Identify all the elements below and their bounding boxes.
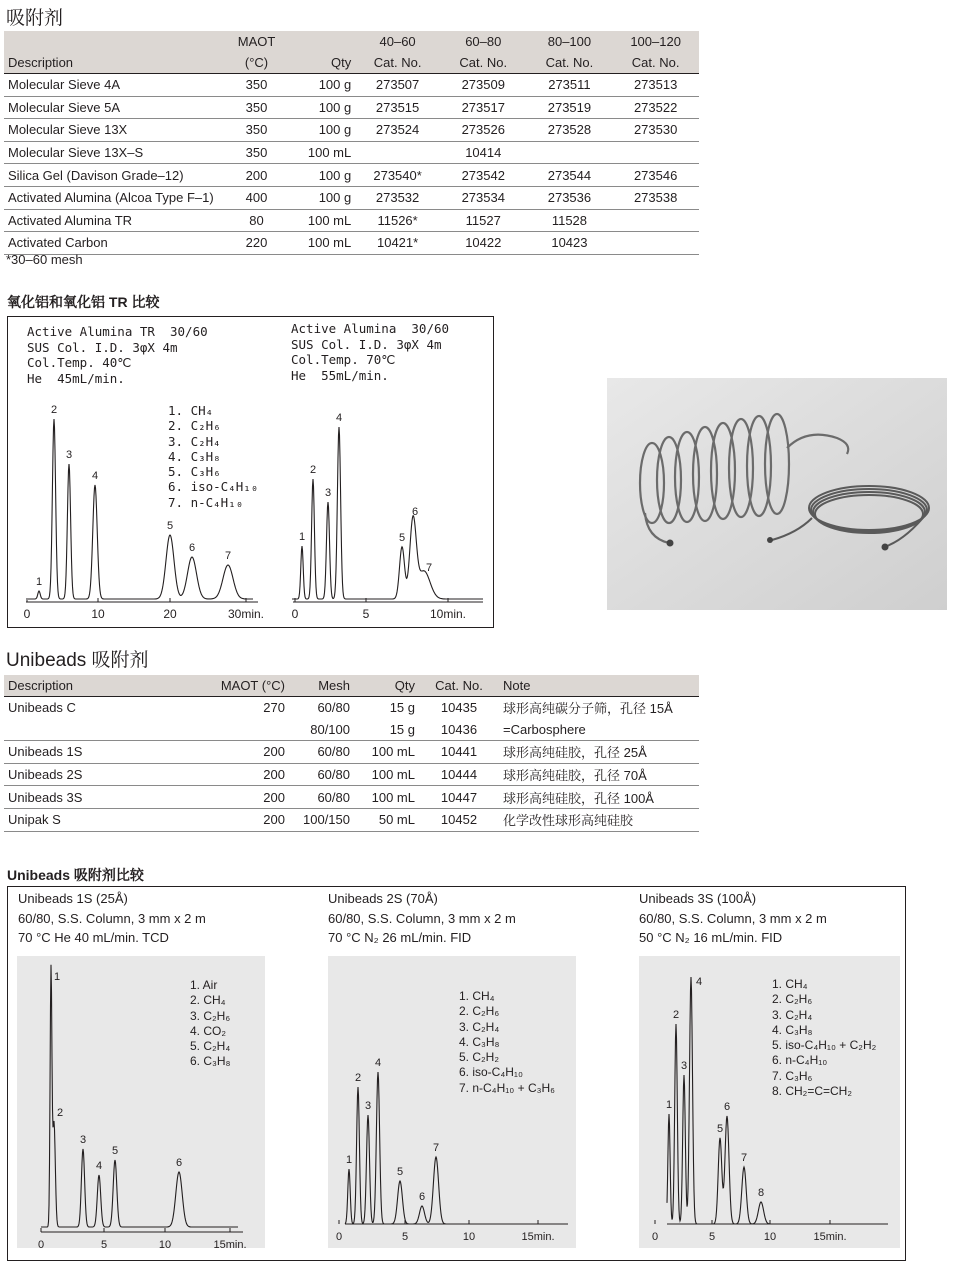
table-cell: 273538 [612, 186, 699, 209]
tick-label: 10 [763, 1231, 777, 1243]
panel-3-legend: 1. CH₄ 2. C₂H₆ 3. C₂H₄ 4. C₃H₈ 5. iso-C₄H₁₀ + C₂H₂ 6. n-C₄H₁₀ 7. C₃H₆ 8. CH₂=C=CH₂ [772, 977, 877, 1099]
table-cell: 273522 [612, 96, 699, 119]
unibeads-table [4, 675, 699, 832]
table-cell: 10444 [419, 763, 499, 786]
column-header: MAOT [218, 31, 296, 52]
table-row [4, 74, 699, 97]
table-cell [612, 209, 699, 232]
column-header: Cat. No. [612, 52, 699, 74]
table-cell: 273509 [440, 74, 527, 97]
column-header: Cat. No. [440, 52, 527, 74]
column-header: Cat. No. [527, 52, 613, 74]
column-header: Description [4, 52, 218, 74]
peak-label: 2 [672, 1009, 680, 1021]
column-header: 60–80 [440, 31, 527, 52]
peak-label: 4 [95, 1160, 103, 1172]
table-cell: 50 mL [354, 808, 419, 831]
table-cell: 100 mL [354, 763, 419, 786]
tick-label: 5 [362, 607, 370, 621]
table-cell: 球形高纯硅胶，孔径 25Å [499, 741, 699, 764]
panel-3-conditions: Unibeads 3S (100Å) 60/80, S.S. Column, 3 mm x 2 m 50 °C N₂ 16 mL/min. FID [639, 891, 827, 945]
peak-label: 8 [757, 1187, 765, 1199]
table-cell: 10447 [419, 786, 499, 809]
table-cell: Molecular Sieve 13X [4, 119, 218, 142]
tick-label: 10 [158, 1239, 172, 1251]
peak-label: 3 [79, 1134, 87, 1146]
table-cell: Silica Gel (Davison Grade–12) [4, 164, 218, 187]
table-cell: 10422 [440, 232, 527, 255]
adsorbents-table [4, 31, 699, 255]
table-cell: =Carbosphere [499, 719, 699, 741]
column-header: Description [4, 675, 174, 697]
peak-label: 1 [53, 971, 61, 983]
table-header-row [4, 31, 699, 52]
table-row [4, 186, 699, 209]
peak-label: 4 [374, 1057, 382, 1069]
table-cell: 100 g [295, 119, 355, 142]
table-cell: 273515 [355, 96, 440, 119]
table-cell: 10452 [419, 808, 499, 831]
table-cell: 273524 [355, 119, 440, 142]
peak-label: 7 [432, 1142, 440, 1154]
table-cell: 10423 [527, 232, 613, 255]
peak-label: 1 [298, 531, 306, 543]
column-header: Note [499, 675, 699, 697]
table-cell: 球形高纯硅胶，孔径 70Å [499, 763, 699, 786]
tick-label: 15min. [813, 1231, 847, 1243]
table-row [4, 164, 699, 187]
table-cell: 273513 [612, 74, 699, 97]
table-cell: 100 g [295, 186, 355, 209]
table-cell: 10436 [419, 719, 499, 741]
tick-label: 5 [401, 1231, 409, 1243]
unibeads-compare-title: Unibeads 吸附剂比较 [7, 867, 144, 883]
peak-label: 1 [345, 1154, 353, 1166]
table-cell: 60/80 [289, 741, 354, 764]
chromatogram-trace [345, 1072, 568, 1224]
table-cell [355, 141, 440, 164]
table-cell: 350 [218, 74, 296, 97]
chromatogram-trace [292, 427, 483, 599]
table-cell: 350 [218, 96, 296, 119]
chromatogram-trace [41, 965, 238, 1227]
table-cell: Activated Carbon [4, 232, 218, 255]
alumina-compare-title: 氧化铝和氧化铝 TR 比较 [7, 294, 160, 310]
tick-label: 5 [708, 1231, 716, 1243]
alumina-chromatograms [8, 317, 493, 627]
column-header: Cat. No. [419, 675, 499, 697]
table-cell: 273534 [440, 186, 527, 209]
table-cell: 273519 [527, 96, 613, 119]
table-cell [4, 719, 174, 741]
tick-label: 5 [100, 1239, 108, 1251]
peak-label: 6 [723, 1101, 731, 1113]
chromatogram-trace [667, 977, 888, 1224]
table-cell: 10414 [440, 141, 527, 164]
table-cell: 200 [218, 164, 296, 187]
table-cell: 273544 [527, 164, 613, 187]
column-coil-photo [607, 378, 947, 610]
table-cell: 15 g [354, 719, 419, 741]
tick-label: 10 [462, 1231, 476, 1243]
table-cell: 273511 [527, 74, 613, 97]
table-cell: 11528 [527, 209, 613, 232]
table-cell: 11526* [355, 209, 440, 232]
peak-label: 4 [335, 412, 343, 424]
table-cell: 球形高纯碳分子筛，孔径 15Å [503, 701, 673, 717]
table-cell: 273526 [440, 119, 527, 142]
table-cell: 273536 [527, 186, 613, 209]
table-cell: 100 g [295, 74, 355, 97]
column-header [4, 31, 218, 52]
table-cell: 273542 [440, 164, 527, 187]
tick-label: 10min. [429, 607, 467, 621]
table-cell: Molecular Sieve 13X–S [4, 141, 218, 164]
table-cell: 80/100 [289, 719, 354, 741]
table-cell: 200 [174, 786, 289, 809]
table-row [4, 741, 699, 764]
table-cell: 化学改性球形高纯硅胶 [499, 808, 699, 831]
compound-legend: 1. CH₄ 2. C₂H₆ 3. C₂H₄ 4. C₃H₈ 5. C₃H₆ 6. iso-C₄H₁₀ 7. n-C₄H₁₀ [168, 403, 259, 510]
table-cell [174, 719, 289, 741]
adsorbents-title: 吸附剂 [6, 8, 64, 29]
column-header: 100–120 [612, 31, 699, 52]
table-cell [527, 141, 613, 164]
table-cell: 15 g [389, 700, 415, 716]
table-row [4, 209, 699, 232]
table-cell: 60/80 [289, 763, 354, 786]
column-header [295, 31, 355, 52]
table-row [4, 697, 699, 719]
peak-label: 6 [188, 542, 196, 554]
tick-label: 30min. [227, 607, 265, 621]
table-row [4, 808, 699, 831]
tick-label: 20 [163, 607, 177, 621]
column-header: 40–60 [355, 31, 440, 52]
peak-label: 7 [740, 1152, 748, 1164]
table-header-row [4, 675, 699, 697]
table-cell: 350 [218, 119, 296, 142]
table-cell: 220 [218, 232, 296, 255]
table-row [4, 141, 699, 164]
tick-label: 0 [651, 1231, 659, 1243]
peak-label: 5 [398, 532, 406, 544]
table-cell: Unibeads 1S [4, 741, 174, 764]
peak-label: 2 [56, 1107, 64, 1119]
table-cell: 200 [174, 741, 289, 764]
table-cell: 273517 [440, 96, 527, 119]
table-cell: 200 [174, 808, 289, 831]
tick-label: 0 [291, 607, 299, 621]
peak-label: 4 [91, 470, 99, 482]
left-conditions: Active Alumina TR 30/60 SUS Col. I.D. 3φX 4m Col.Temp. 40℃ He 45mL/min. [27, 324, 208, 386]
peak-label: 6 [175, 1157, 183, 1169]
table-cell: 10441 [419, 741, 499, 764]
table-cell: 100 g [295, 96, 355, 119]
peak-label: 6 [418, 1191, 426, 1203]
table-row [4, 763, 699, 786]
table-row [4, 96, 699, 119]
table-cell: Unibeads C [8, 700, 76, 716]
table-cell: 273507 [355, 74, 440, 97]
panel-2-legend: 1. CH₄ 2. C₂H₆ 3. C₂H₄ 4. C₃H₈ 5. C₂H₂ 6. iso-C₄H₁₀ 7. n-C₄H₁₀ + C₃H₆ [459, 989, 556, 1095]
peak-label: 5 [111, 1145, 119, 1157]
table-cell: 80 [218, 209, 296, 232]
tick-label: 15min. [213, 1239, 247, 1251]
table-cell: 273528 [527, 119, 613, 142]
column-header: (°C) [218, 52, 296, 74]
peak-label: 2 [50, 404, 58, 416]
table-row [4, 719, 699, 741]
chromatogram-trace [28, 419, 253, 599]
peak-label: 5 [716, 1123, 724, 1135]
peak-label: 3 [364, 1100, 372, 1112]
column-header: Mesh [289, 675, 354, 697]
peak-label: 1 [35, 576, 43, 588]
column-header: 80–100 [527, 31, 613, 52]
unibeads-chromatogram-box [7, 886, 906, 1261]
table-cell: 100 mL [295, 232, 355, 255]
table-cell: 270 [263, 700, 285, 716]
tick-label: 15min. [521, 1231, 555, 1243]
table-cell: Unibeads 2S [4, 763, 174, 786]
alumina-chromatogram-box [7, 316, 494, 628]
table-header-row [4, 52, 699, 74]
footnote: *30–60 mesh [6, 252, 83, 267]
table-cell: Molecular Sieve 5A [4, 96, 218, 119]
right-conditions: Active Alumina 30/60 SUS Col. I.D. 3φX 4m Col.Temp. 70℃ He 55mL/min. [291, 321, 450, 383]
table-cell: 400 [218, 186, 296, 209]
table-cell: 100 g [295, 164, 355, 187]
peak-label: 3 [65, 449, 73, 461]
table-row [4, 232, 699, 255]
table-cell: 100/150 [289, 808, 354, 831]
panel-1-conditions: Unibeads 1S (25Å) 60/80, S.S. Column, 3 mm x 2 m 70 °C He 40 mL/min. TCD [18, 891, 206, 945]
unibeads-chromatograms [8, 887, 905, 1260]
table-cell: 100 mL [354, 741, 419, 764]
column-header: MAOT (°C) [174, 675, 289, 697]
table-cell: 100 mL [354, 786, 419, 809]
peak-label: 2 [354, 1072, 362, 1084]
table-cell: 10421* [355, 232, 440, 255]
table-cell [612, 232, 699, 255]
table-cell: 球形高纯硅胶，孔径 100Å [499, 786, 699, 809]
tick-label: 0 [23, 607, 31, 621]
table-cell: 11527 [440, 209, 527, 232]
column-header: Cat. No. [355, 52, 440, 74]
table-row [4, 786, 699, 809]
peak-label: 2 [309, 464, 317, 476]
table-cell: 10435 [440, 700, 478, 716]
peak-label: 7 [224, 550, 232, 562]
peak-label: 6 [411, 506, 419, 518]
table-cell: Molecular Sieve 4A [4, 74, 218, 97]
unibeads-title: Unibeads 吸附剂 [6, 650, 149, 671]
tick-label: 10 [91, 607, 105, 621]
table-cell: Unipak S [4, 808, 174, 831]
table-cell: Activated Alumina (Alcoa Type F–1) [4, 186, 218, 209]
peak-label: 3 [324, 487, 332, 499]
peak-label: 4 [695, 976, 703, 988]
table-cell: 100 mL [295, 209, 355, 232]
peak-label: 7 [425, 562, 433, 574]
table-cell: 100 mL [295, 141, 355, 164]
tick-label: 0 [335, 1231, 343, 1243]
peak-label: 5 [166, 520, 174, 532]
table-cell: 273546 [612, 164, 699, 187]
table-cell: 273530 [612, 119, 699, 142]
tick-label: 0 [37, 1239, 45, 1251]
table-row [4, 119, 699, 142]
table-cell: 200 [174, 763, 289, 786]
peak-label: 3 [680, 1060, 688, 1072]
column-header: Qty [354, 675, 419, 697]
table-cell: 350 [218, 141, 296, 164]
table-cell: Unibeads 3S [4, 786, 174, 809]
table-cell: 60/80 [317, 700, 350, 716]
peak-label: 1 [665, 1099, 673, 1111]
column-header: Qty [295, 52, 355, 74]
table-cell: 273540* [355, 164, 440, 187]
table-cell: 273532 [355, 186, 440, 209]
panel-1-legend: 1. Air 2. CH₄ 3. C₂H₆ 4. CO₂ 5. C₂H₄ 6. C₃H₈ [190, 978, 231, 1069]
table-cell [612, 141, 699, 164]
table-cell: Activated Alumina TR [4, 209, 218, 232]
panel-2-conditions: Unibeads 2S (70Å) 60/80, S.S. Column, 3 mm x 2 m 70 °C N₂ 26 mL/min. FID [328, 891, 516, 945]
peak-label: 5 [396, 1166, 404, 1178]
table-cell: 60/80 [289, 786, 354, 809]
